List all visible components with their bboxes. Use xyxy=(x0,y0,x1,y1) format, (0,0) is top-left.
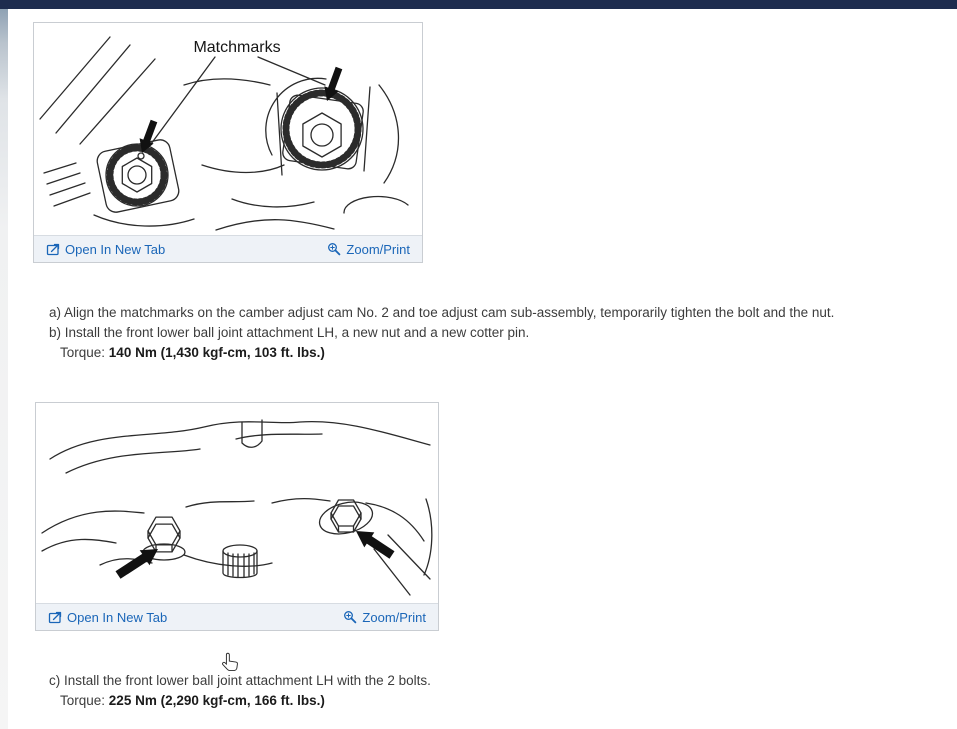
figure1-toolbar xyxy=(34,235,422,262)
torque-spec-c xyxy=(49,691,929,711)
torque-label: Torque: xyxy=(60,345,106,360)
open-in-new-tab-link[interactable] xyxy=(46,242,165,257)
figure1-drawing xyxy=(34,23,422,235)
figure2-image[interactable] xyxy=(36,403,438,603)
figure-ball-joint-attachment xyxy=(35,402,439,631)
torque-spec-b xyxy=(49,343,929,363)
matchmarks-label: Matchmarks xyxy=(193,39,281,56)
zoom-print-label: Zoom/Print xyxy=(346,241,410,257)
zoom-print-link[interactable] xyxy=(343,610,426,625)
window-top-bar xyxy=(0,0,957,9)
step-c-text: c) Install the front lower ball joint attachment LH with the 2 bolts. xyxy=(49,673,431,688)
open-in-new-tab-label: Open In New Tab xyxy=(65,241,166,257)
figure2-drawing xyxy=(36,403,438,603)
open-in-new-tab-label: Open In New Tab xyxy=(67,609,168,625)
zoom-print-label: Zoom/Print xyxy=(362,609,426,625)
figure-camber-adjust-cams xyxy=(33,22,423,263)
figure1-image[interactable] xyxy=(34,23,422,235)
step-a-text: a) Align the matchmarks on the camber adjust cam No. 2 and toe adjust cam sub-assembly, temporarily tighten the bolt and the nut. xyxy=(49,305,835,320)
instructions-block-2 xyxy=(49,671,929,711)
torque-value: 140 Nm (1,430 kgf-cm, 103 ft. lbs.) xyxy=(108,345,325,360)
step-b-text: b) Install the front lower ball joint attachment LH, a new nut and a new cotter pin. xyxy=(49,325,530,340)
instructions-block-1 xyxy=(49,303,929,363)
figure2-toolbar xyxy=(36,603,438,630)
mouse-cursor xyxy=(222,652,239,673)
background-window-edge xyxy=(0,9,8,729)
open-in-new-tab-icon xyxy=(46,242,60,256)
zoom-print-icon xyxy=(327,242,341,256)
torque-value: 225 Nm (2,290 kgf-cm, 166 ft. lbs.) xyxy=(108,693,325,708)
zoom-print-link[interactable] xyxy=(327,242,410,257)
torque-label: Torque: xyxy=(60,693,106,708)
zoom-print-icon xyxy=(343,610,357,624)
open-in-new-tab-link[interactable] xyxy=(48,610,167,625)
open-in-new-tab-icon xyxy=(48,610,62,624)
